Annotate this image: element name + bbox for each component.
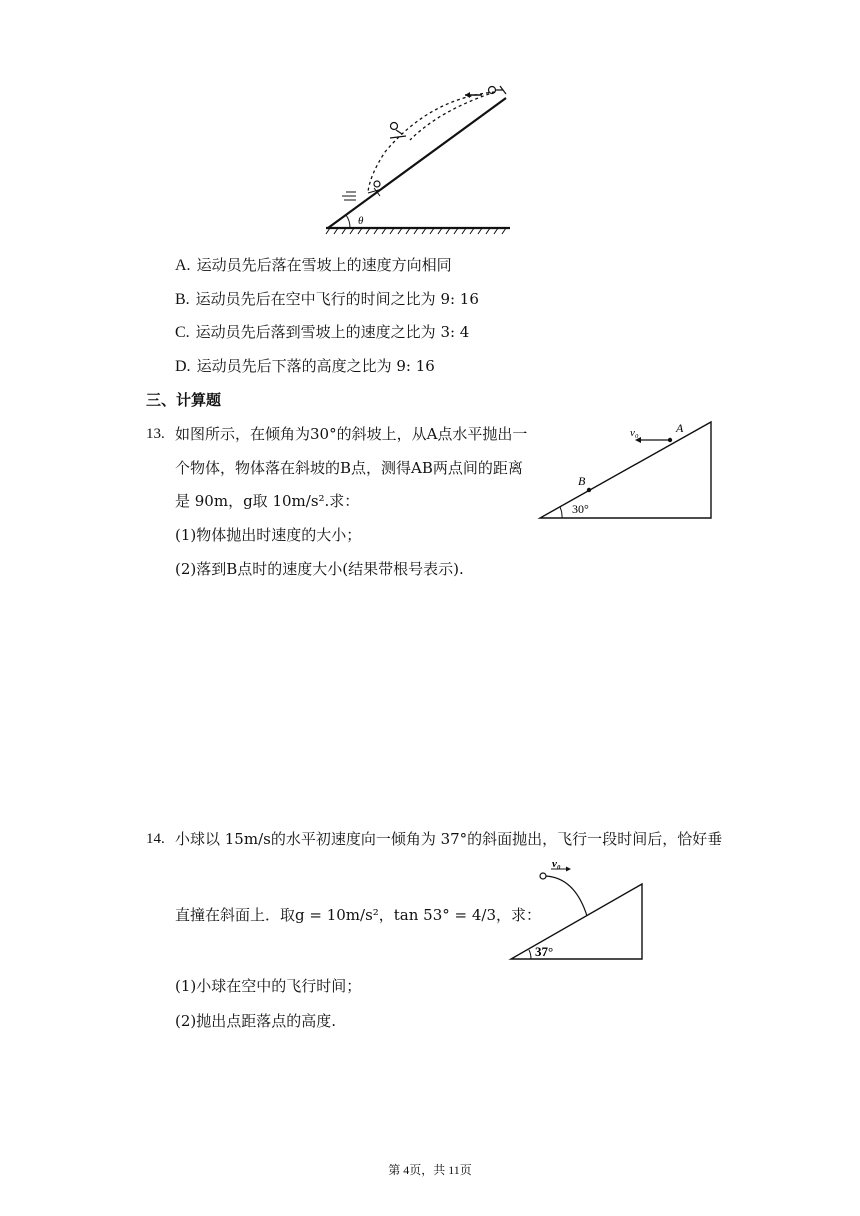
q13-number: 13. (146, 426, 165, 442)
option-a-label: A. (175, 257, 191, 274)
q13-sub-1: (1)物体抛出时速度的大小； (175, 526, 362, 544)
option-a (175, 255, 452, 276)
q14-line-1: 小球以 15m/s的水平初速度向一倾角为 37°的斜面抛出，飞行一段时间后，恰好垂 (175, 830, 723, 848)
ski-slope-figure (320, 80, 520, 240)
q14-line-2: 直撞在斜面上．取g = 10m/s²，tan 53° = 4/3，求： (175, 906, 542, 924)
option-a-text: 运动员先后落在雪坡上的速度方向相同 (196, 256, 452, 274)
page-footer: 第 4页，共 11页 (388, 1163, 472, 1177)
q13-point-a: A (676, 421, 684, 435)
q13-line-2: 个物体，物体落在斜坡的B点，测得AB两点间的距离 (175, 459, 523, 477)
q13-point-b: B (578, 474, 586, 488)
option-d-text: 运动员先后下落的高度之比为 9: 16 (196, 357, 435, 375)
q14-sub-2: (2)抛出点距落点的高度. (175, 1012, 337, 1030)
q14-number: 14. (146, 831, 165, 847)
q14-angle-label: 37° (535, 944, 554, 959)
option-c (175, 322, 469, 343)
option-b-label: B. (175, 291, 190, 308)
q13-line-1: 如图所示，在倾角为30°的斜坡上，从A点水平抛出一 (175, 425, 528, 443)
option-b (175, 289, 479, 310)
option-d (175, 356, 435, 377)
option-d-label: D. (175, 358, 191, 375)
q13-sub-2: (2)落到B点时的速度大小(结果带根号表示). (175, 560, 464, 578)
q13-incline-figure (535, 415, 720, 525)
q13-line-3: 是 90m，g取 10m/s².求： (175, 492, 360, 510)
section-title: 三、计算题 (146, 391, 222, 409)
option-c-text: 运动员先后落到雪坡上的速度之比为 3: 4 (195, 323, 470, 341)
option-c-label: C. (175, 324, 190, 341)
ski-angle-label: θ (358, 215, 364, 227)
option-b-text: 运动员先后在空中飞行的时间之比为 9: 16 (195, 290, 479, 308)
q14-v0-label: v₀ (552, 860, 561, 870)
q13-v0-label: v₀ (630, 427, 639, 439)
q14-incline-figure (505, 860, 650, 966)
q13-angle-label: 30° (572, 502, 589, 516)
q14-sub-1: (1)小球在空中的飞行时间； (175, 977, 362, 995)
